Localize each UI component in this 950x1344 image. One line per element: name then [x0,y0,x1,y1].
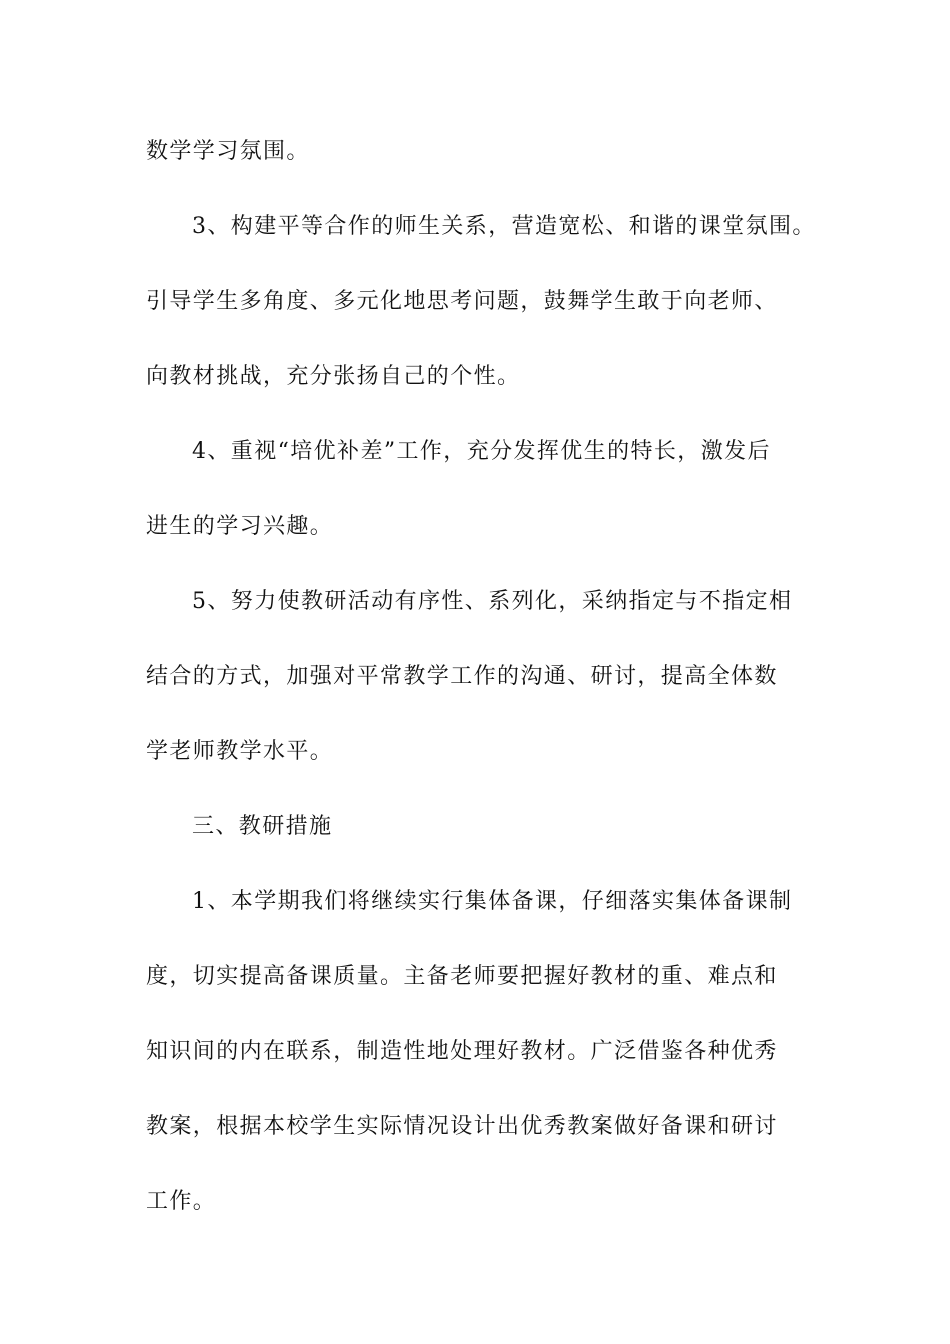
text-line: 度，切实提高备课质量。主备老师要把握好教材的重、难点和 [146,964,778,989]
text-line: 向教材挑战，充分张扬自己的个性。 [146,364,521,389]
text-line: 知识间的内在联系，制造性地处理好教材。广泛借鉴各种优秀 [146,1039,778,1064]
paragraph-3-line-1: 3、构建平等合作的师生关系，营造宽松、和谐的课堂氛围。 [192,214,816,239]
text-line: 教案，根据本校学生实际情况设计出优秀教案做好备课和研讨 [146,1114,778,1139]
text-line: 数学学习氛围。 [146,139,310,164]
paragraph-5-line-1: 5、努力使教研活动有序性、系列化，采纳指定与不指定相 [192,589,793,614]
text-line: 工作。 [146,1189,217,1214]
text-line: 进生的学习兴趣。 [146,514,334,539]
text-line: 结合的方式，加强对平常教学工作的沟通、研讨，提高全体数 [146,664,778,689]
section-heading: 三、教研措施 [192,814,333,839]
measure-1-line-1: 1、本学期我们将继续实行集体备课，仔细落实集体备课制 [192,889,793,914]
text-line: 学老师教学水平。 [146,739,334,764]
paragraph-4-line-1: 4、重视“培优补差”工作，充分发挥优生的特长，激发后 [192,439,771,464]
text-line: 引导学生多角度、多元化地思考问题，鼓舞学生敢于向老师、 [146,289,778,314]
